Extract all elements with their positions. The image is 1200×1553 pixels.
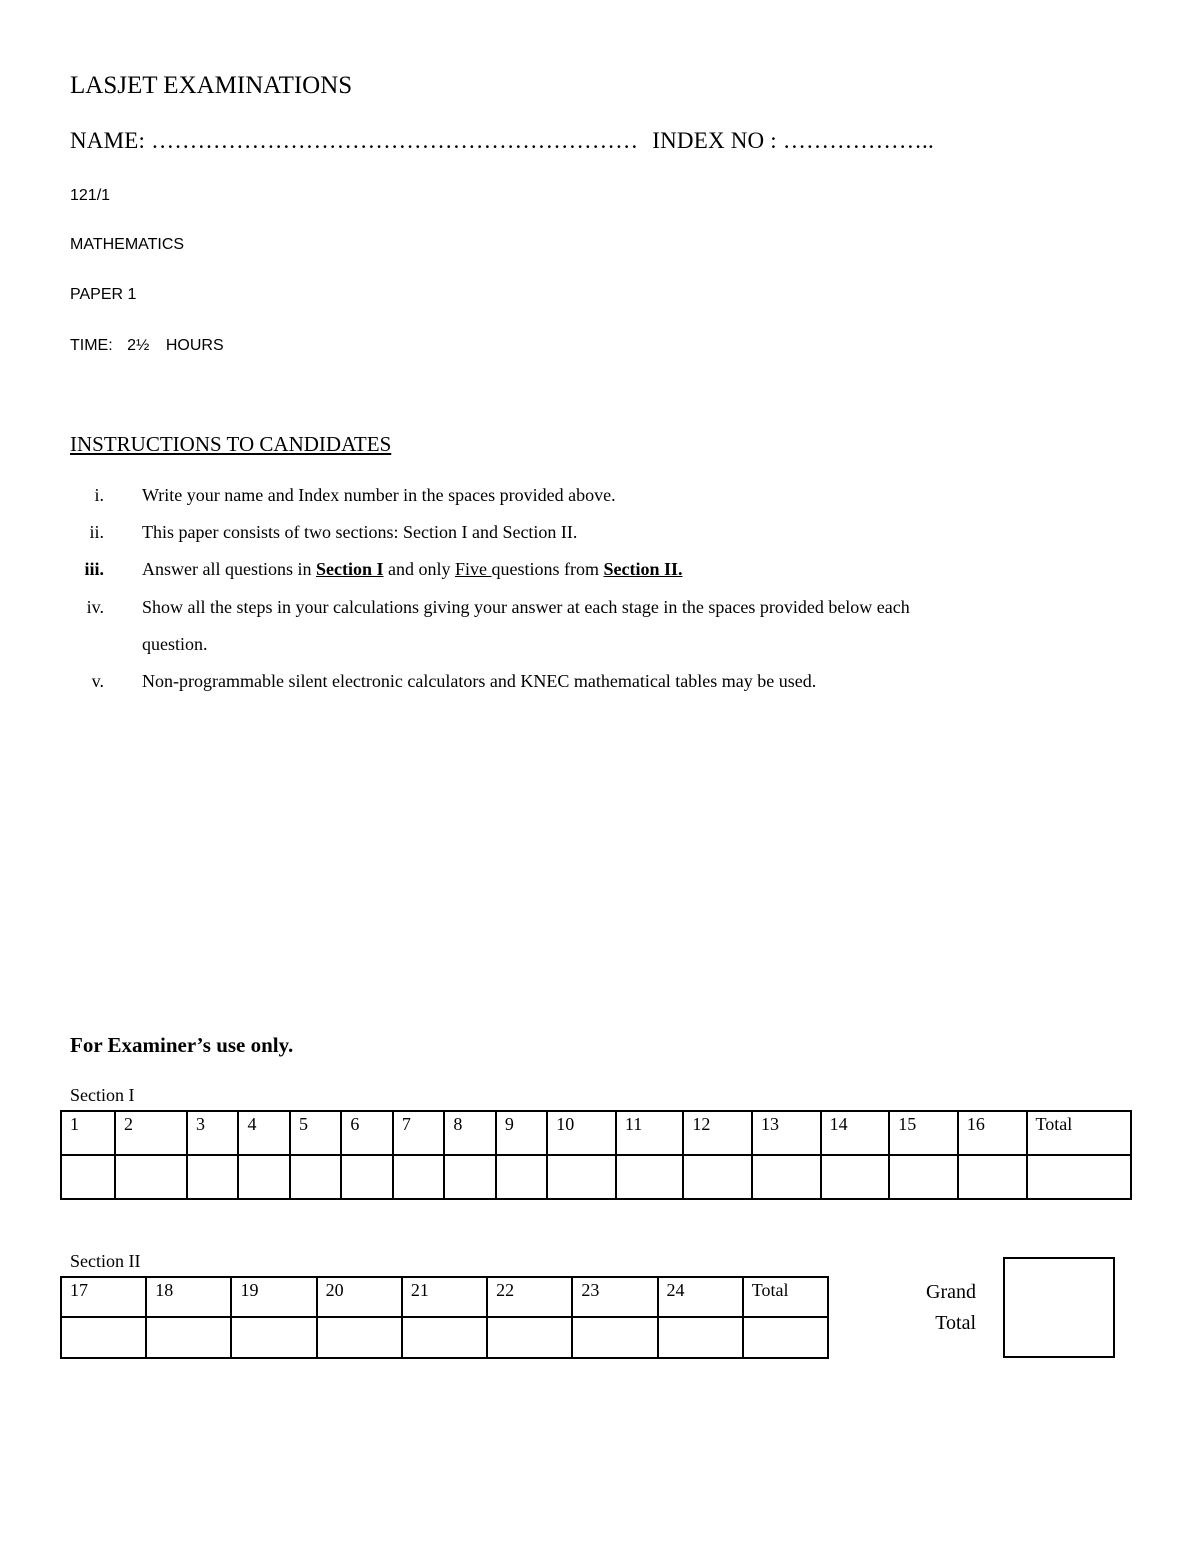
instruction-item [0, 551, 1200, 588]
score-header-cell: 2 [115, 1111, 187, 1155]
score-header-cell: 23 [572, 1277, 657, 1317]
score-header-cell: 12 [683, 1111, 752, 1155]
score-entry-cell[interactable] [616, 1155, 683, 1199]
score-entry-cell[interactable] [231, 1317, 316, 1358]
score-entry-cell[interactable] [187, 1155, 238, 1199]
section-ii-score-table [60, 1276, 829, 1359]
instruction-text: Show all the steps in your calculations giving your answer at each stage in the spaces provided below each [142, 597, 910, 617]
instructions-heading: INSTRUCTIONS TO CANDIDATES [70, 432, 392, 456]
score-entry-cell[interactable] [572, 1317, 657, 1358]
paper-number: PAPER 1 [70, 286, 137, 303]
instruction-text-continued: question. [142, 634, 208, 654]
score-header-cell: 22 [487, 1277, 572, 1317]
score-entry-cell[interactable] [683, 1155, 752, 1199]
score-entry-cell[interactable] [658, 1317, 743, 1358]
instruction-text [142, 551, 683, 588]
score-entry-cell[interactable] [487, 1317, 572, 1358]
instruction-item [0, 663, 1200, 700]
grand-total-box[interactable] [1003, 1257, 1115, 1358]
instruction-text: This paper consists of two sections: Section I and Section II. [142, 522, 578, 542]
index-label: INDEX NO : [652, 128, 777, 153]
score-entry-cell[interactable] [238, 1155, 289, 1199]
score-entry-cell[interactable] [743, 1317, 828, 1358]
instruction-number: i. [94, 485, 104, 505]
score-header-cell: 14 [821, 1111, 890, 1155]
examiner-title: For Examiner’s use only. [70, 1033, 294, 1057]
instruction-number: iii. [84, 559, 104, 579]
score-header-cell: 10 [547, 1111, 616, 1155]
instruction-text: Non-programmable silent electronic calculators and KNEC mathematical tables may be used. [142, 671, 817, 691]
time-label: TIME: [70, 337, 113, 354]
score-entry-row [61, 1317, 828, 1358]
score-entry-cell[interactable] [341, 1155, 392, 1199]
paper-code: 121/1 [70, 187, 111, 204]
score-header-cell: 7 [393, 1111, 444, 1155]
score-header-cell: 8 [444, 1111, 495, 1155]
index-field[interactable]: ……………….. [782, 128, 934, 153]
grand-total-label: Grand Total [926, 1281, 976, 1334]
name-label: NAME: [70, 128, 146, 153]
time-unit: HOURS [165, 337, 224, 354]
score-header-cell: 17 [61, 1277, 146, 1317]
score-header-cell: 1 [61, 1111, 115, 1155]
score-entry-row [61, 1155, 1131, 1199]
section-ii-emphasis: Section II. [603, 559, 683, 579]
five-emphasis: Five [454, 559, 492, 579]
instruction-text: Write your name and Index number in the spaces provided above. [142, 485, 616, 505]
score-header-cell: 19 [231, 1277, 316, 1317]
section-ii-label: Section II [70, 1251, 141, 1271]
subject: MATHEMATICS [70, 236, 185, 253]
score-entry-cell[interactable] [821, 1155, 890, 1199]
time-value: 2½ [127, 337, 150, 354]
score-header-cell: 13 [752, 1111, 821, 1155]
score-header-cell: 9 [496, 1111, 547, 1155]
score-entry-cell[interactable] [958, 1155, 1027, 1199]
name-index-line [70, 128, 934, 154]
score-entry-cell[interactable] [290, 1155, 341, 1199]
instruction-number: v. [91, 671, 104, 691]
instruction-item [0, 589, 1200, 663]
score-header-cell: 11 [616, 1111, 683, 1155]
time-line [70, 337, 224, 355]
instruction-number: iv. [86, 597, 104, 617]
score-header-cell: 16 [958, 1111, 1027, 1155]
score-entry-cell[interactable] [393, 1155, 444, 1199]
score-header-cell: 3 [187, 1111, 238, 1155]
score-entry-cell[interactable] [444, 1155, 495, 1199]
score-header-cell: 5 [290, 1111, 341, 1155]
section-i-emphasis: Section I [315, 559, 384, 579]
instruction-item [0, 477, 1200, 514]
score-header-cell: 4 [238, 1111, 289, 1155]
instruction-text-pre: Answer all questions in [142, 559, 316, 579]
score-header-cell: 18 [146, 1277, 231, 1317]
score-entry-cell[interactable] [402, 1317, 487, 1358]
score-entry-cell[interactable] [61, 1155, 115, 1199]
score-header-row [61, 1111, 1131, 1155]
instruction-number: ii. [89, 522, 104, 542]
score-header-cell: 20 [317, 1277, 402, 1317]
score-entry-cell[interactable] [115, 1155, 187, 1199]
instruction-text-mid: and only [383, 559, 455, 579]
name-field[interactable]: ……………………………………………………… [151, 128, 639, 153]
score-header-cell: 24 [658, 1277, 743, 1317]
score-header-row [61, 1277, 828, 1317]
instruction-text-mid2: questions from [491, 559, 604, 579]
score-header-cell: 6 [341, 1111, 392, 1155]
score-entry-cell[interactable] [61, 1317, 146, 1358]
instruction-item [0, 514, 1200, 551]
score-header-cell: 21 [402, 1277, 487, 1317]
score-entry-cell[interactable] [889, 1155, 958, 1199]
section-i-label: Section I [70, 1085, 135, 1105]
score-header-cell: 15 [889, 1111, 958, 1155]
score-entry-cell[interactable] [146, 1317, 231, 1358]
score-entry-cell[interactable] [317, 1317, 402, 1358]
score-entry-cell[interactable] [496, 1155, 547, 1199]
score-entry-cell[interactable] [1027, 1155, 1131, 1199]
score-header-cell: Total [1027, 1111, 1131, 1155]
exam-title: LASJET EXAMINATIONS [70, 72, 353, 99]
score-entry-cell[interactable] [752, 1155, 821, 1199]
score-entry-cell[interactable] [547, 1155, 616, 1199]
score-header-cell: Total [743, 1277, 828, 1317]
section-i-score-table [60, 1110, 1132, 1200]
